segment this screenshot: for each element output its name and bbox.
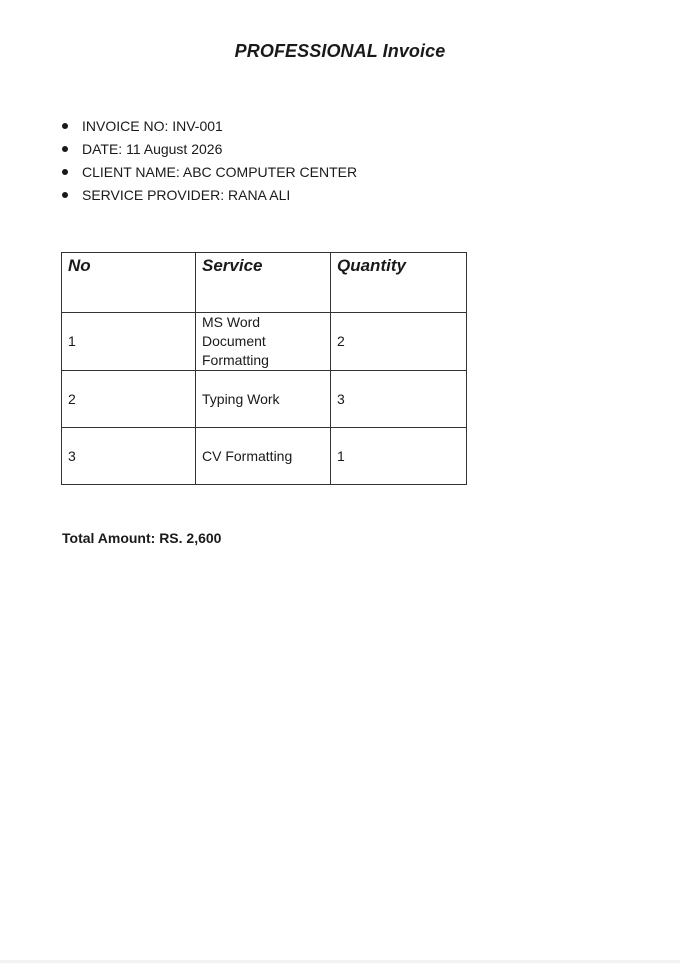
cell-quantity: 1 — [331, 428, 467, 485]
table-header-row — [62, 253, 467, 313]
detail-text: DATE: 11 August 2026 — [82, 141, 223, 157]
table-row — [62, 428, 467, 485]
services-table — [61, 252, 467, 485]
detail-client-name — [60, 162, 357, 185]
detail-invoice-no — [60, 116, 357, 139]
header-quantity: Quantity — [331, 253, 467, 313]
cell-no: 2 — [62, 371, 196, 428]
cell-service: Typing Work — [196, 371, 331, 428]
total-amount: Total Amount: RS. 2,600 — [62, 530, 222, 546]
bullet-icon — [62, 146, 68, 152]
detail-text: SERVICE PROVIDER: RANA ALI — [82, 187, 291, 203]
bullet-icon — [62, 123, 68, 129]
cell-quantity: 2 — [331, 313, 467, 371]
bullet-icon — [62, 192, 68, 198]
cell-no: 1 — [62, 313, 196, 371]
cell-service: MS Word Document Formatting — [196, 313, 331, 371]
detail-date — [60, 139, 357, 162]
cell-service: CV Formatting — [196, 428, 331, 485]
table-row — [62, 371, 467, 428]
detail-service-provider — [60, 185, 357, 208]
invoice-title: PROFESSIONAL Invoice — [234, 41, 446, 61]
detail-text: CLIENT NAME: ABC COMPUTER CENTER — [82, 164, 358, 180]
cell-quantity: 3 — [331, 371, 467, 428]
cell-no: 3 — [62, 428, 196, 485]
bullet-icon — [62, 169, 68, 175]
table-row — [62, 313, 467, 371]
invoice-details-list — [60, 116, 357, 208]
header-service: Service — [196, 253, 331, 313]
header-no: No — [62, 253, 196, 313]
detail-text: INVOICE NO: INV-001 — [82, 118, 223, 134]
